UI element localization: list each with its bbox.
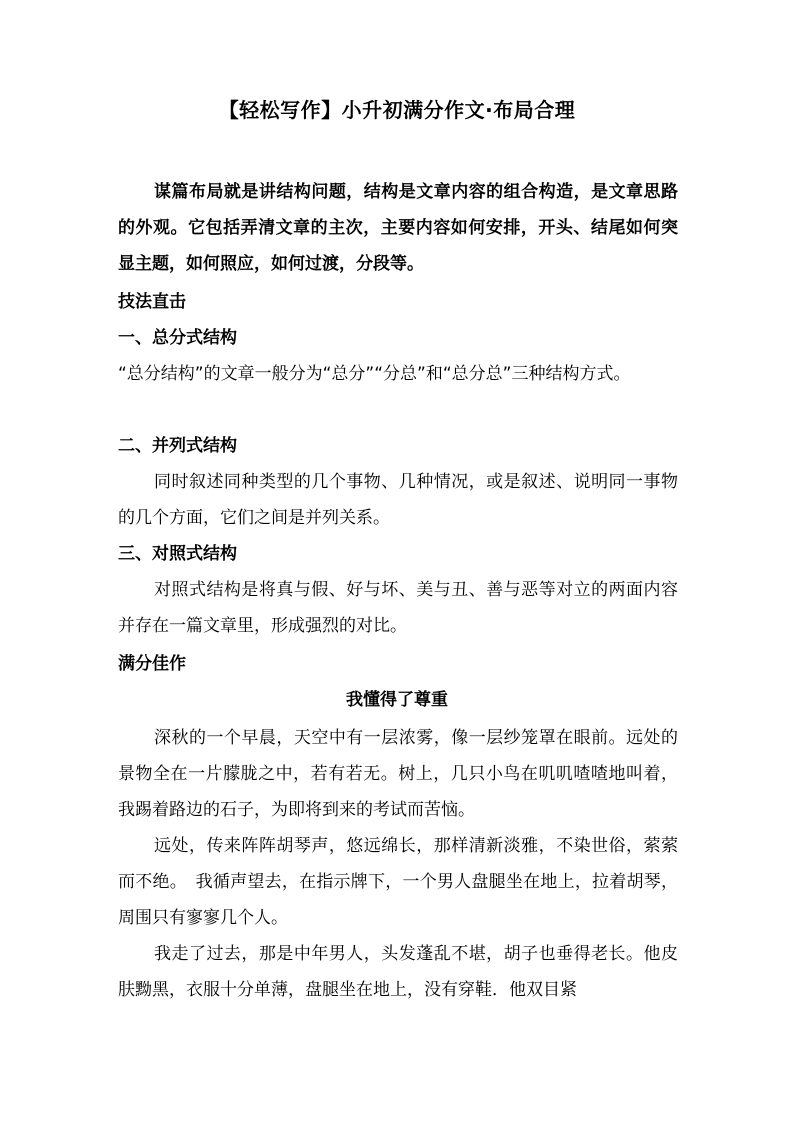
- item-text-3: 对照式结构是将真与假、好与坏、美与丑、善与恶等对立的两面内容并存在一篇文章里，形成强烈的对比。: [118, 580, 678, 636]
- intro-paragraph: 谋篇布局就是讲结构问题，结构是文章内容的组合构造，是文章思路的外观。它包括弄清文章的主次，主要内容如何安排，开头、结尾如何突显主题，如何照应，如何过渡，分段等。: [118, 182, 678, 274]
- item-heading-2: 二、并列式结构: [118, 436, 237, 456]
- item-heading-3: 三、对照式结构: [118, 544, 237, 564]
- section-heading-techniques: 技法直击: [118, 292, 186, 312]
- essay-paragraph-2: 远处，传来阵阵胡琴声，悠远绵长，那样清新淡雅，不染世俗，萦萦而不绝。 我循声望去，在指示牌下，一个男人盘腿坐在地上，拉着胡琴，周围只有寥寥几个人。: [118, 836, 678, 928]
- item-text-1: “总分结构”的文章一般分为“总分”“分总”和“总分总”三种结构方式。: [118, 364, 631, 384]
- item-text-2: 同时叙述同种类型的几个事物、几种情况，或是叙述、说明同一事物的几个方面，它们之间是并列关系。: [118, 472, 678, 528]
- essay-title: 我懂得了尊重: [346, 690, 448, 710]
- section-heading-essay: 满分佳作: [118, 654, 186, 674]
- document-title: 【轻松写作】小升初满分作文·布局合理: [218, 98, 576, 122]
- item-heading-1: 一、总分式结构: [118, 328, 237, 348]
- essay-paragraph-1: 深秋的一个早晨，天空中有一层浓雾，像一层纱笼罩在眼前。远处的景物全在一片朦胧之中，若有若无。树上，几只小鸟在叽叽喳喳地叫着，我踢着路边的石子，为即将到来的考试而苦恼。: [118, 728, 678, 820]
- essay-paragraph-3: 我走了过去，那是中年男人，头发蓬乱不堪，胡子也垂得老长。他皮肤黝黑，衣服十分单薄，盘腿坐在地上，没有穿鞋．他双目紧: [118, 944, 678, 1000]
